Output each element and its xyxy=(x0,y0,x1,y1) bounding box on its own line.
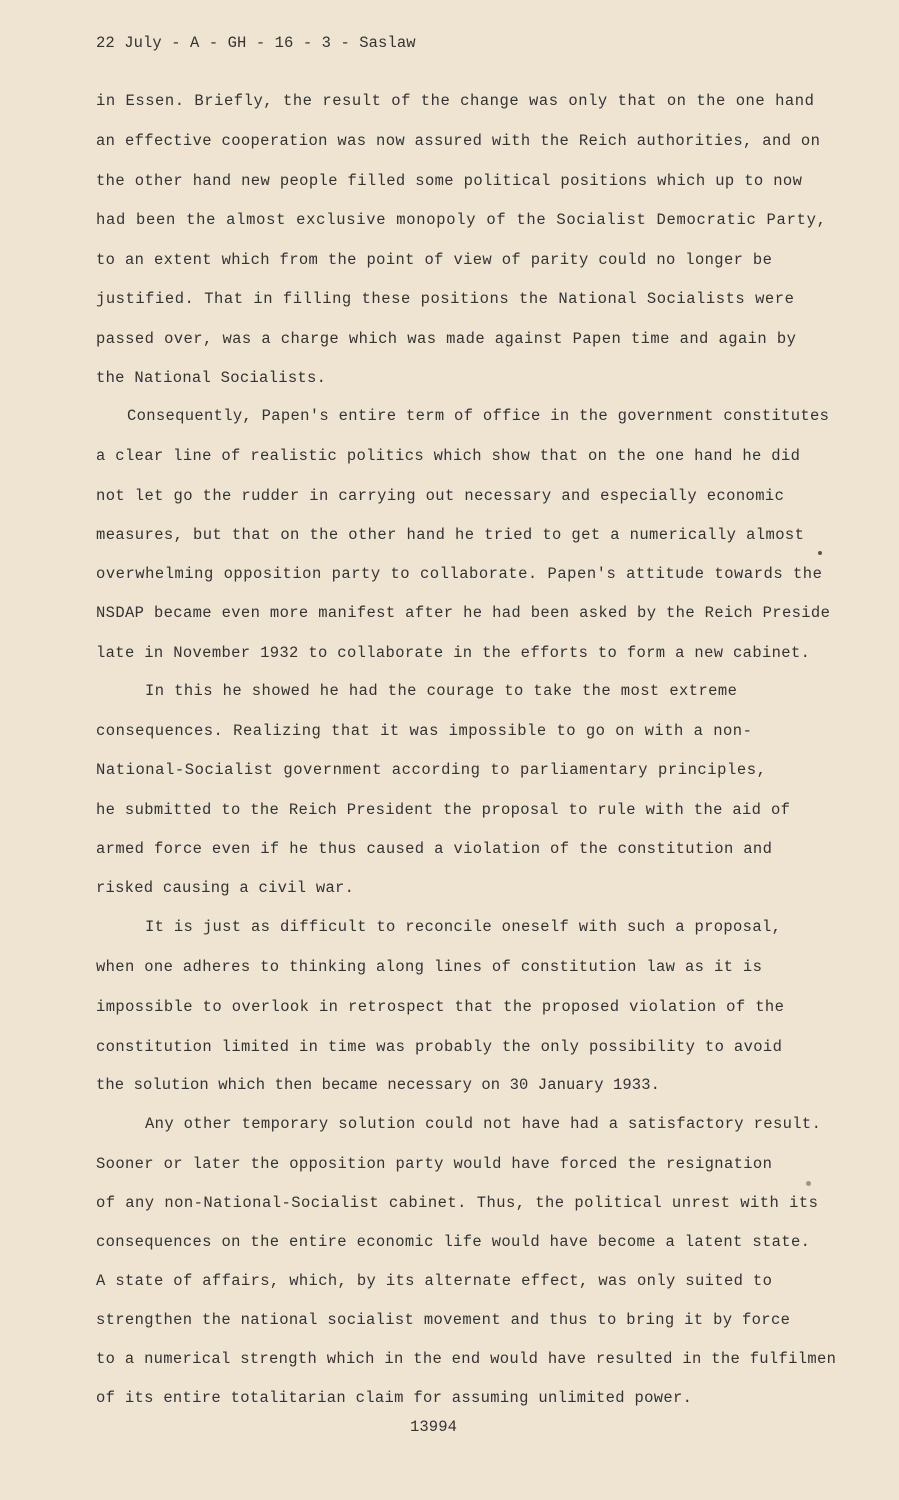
body-line: the National Socialists. xyxy=(96,369,327,387)
body-line: strengthen the national socialist movement and thus to bring it by force xyxy=(96,1311,791,1329)
page-number: 13994 xyxy=(410,1418,458,1436)
body-line: justified. That in filling these positions the National Socialists were xyxy=(96,290,795,308)
body-line: overwhelming opposition party to collaborate. Papen's attitude towards the xyxy=(96,565,823,583)
body-line: of its entire totalitarian claim for assuming unlimited power. xyxy=(96,1389,693,1407)
body-line: he submitted to the Reich President the proposal to rule with the aid of xyxy=(96,801,791,819)
ink-dot xyxy=(818,551,822,555)
body-line: Any other temporary solution could not have had a satisfactory result. xyxy=(145,1115,822,1133)
body-line: consequences on the entire economic life would have become a latent state. xyxy=(96,1233,811,1251)
body-line: when one adheres to thinking along lines of constitution law as it is xyxy=(96,958,763,976)
body-line: the other hand new people filled some political positions which up to now xyxy=(96,172,803,190)
body-line: armed force even if he thus caused a violation of the constitution and xyxy=(96,840,773,858)
body-line: measures, but that on the other hand he tried to get a numerically almost xyxy=(96,526,805,544)
body-line: an effective cooperation was now assured with the Reich authorities, and on xyxy=(96,132,821,150)
body-line: risked causing a civil war. xyxy=(96,879,355,897)
body-line: late in November 1932 to collaborate in the efforts to form a new cabinet. xyxy=(96,644,811,662)
body-line: A state of affairs, which, by its alternate effect, was only suited to xyxy=(96,1272,773,1290)
body-line: Consequently, Papen's entire term of office in the government constitutes xyxy=(127,407,830,425)
body-line: NSDAP became even more manifest after he had been asked by the Reich Preside xyxy=(96,604,831,622)
body-line: not let go the rudder in carrying out necessary and especially economic xyxy=(96,487,785,505)
body-line: a clear line of realistic politics which show that on the one hand he did xyxy=(96,447,801,465)
body-line: to an extent which from the point of view of parity could no longer be xyxy=(96,251,773,269)
body-line: had been the almost exclusive monopoly of the Socialist Democratic Party, xyxy=(96,211,827,229)
body-line: constitution limited in time was probably the only possibility to avoid xyxy=(96,1038,783,1056)
body-line: passed over, was a charge which was made against Papen time and again by xyxy=(96,330,797,348)
body-line: impossible to overlook in retrospect that the proposed violation of the xyxy=(96,998,785,1016)
body-line: to a numerical strength which in the end would have resulted in the fulfilmen xyxy=(96,1350,837,1368)
body-line: Sooner or later the opposition party would have forced the resignation xyxy=(96,1155,773,1173)
body-line: in Essen. Briefly, the result of the change was only that on the one hand xyxy=(96,92,815,110)
body-line: In this he showed he had the courage to take the most extreme xyxy=(145,682,738,700)
body-line: of any non-National-Socialist cabinet. Thus, the political unrest with its xyxy=(96,1194,819,1212)
body-line: consequences. Realizing that it was impossible to go on with a non- xyxy=(96,722,753,740)
ink-dot xyxy=(806,1181,811,1186)
body-line: National-Socialist government according to parliamentary principles, xyxy=(96,761,767,779)
page-header: 22 July - A - GH - 16 - 3 - Saslaw xyxy=(96,34,416,52)
body-line: the solution which then became necessary on 30 January 1933. xyxy=(96,1076,660,1094)
body-line: It is just as difficult to reconcile oneself with such a proposal, xyxy=(145,918,782,936)
